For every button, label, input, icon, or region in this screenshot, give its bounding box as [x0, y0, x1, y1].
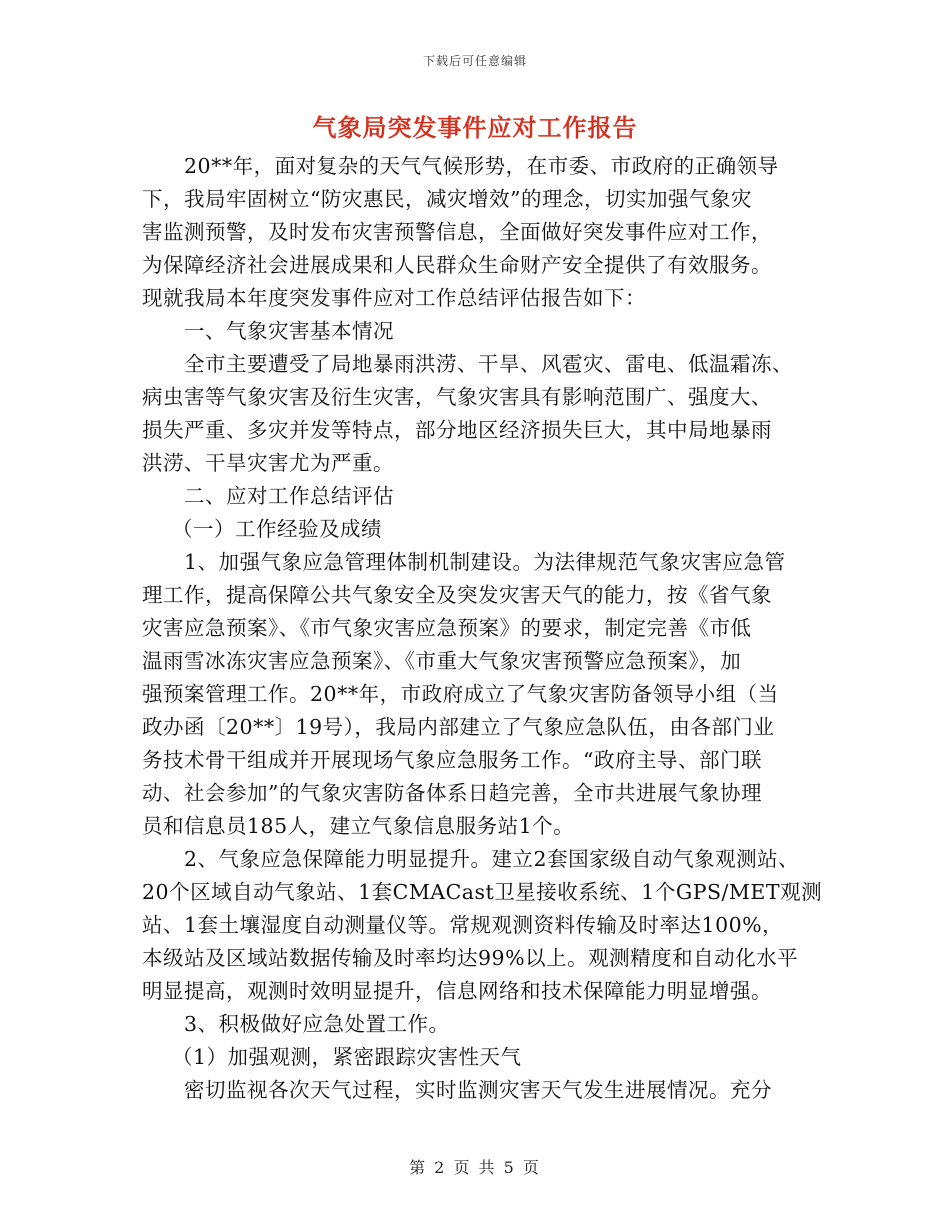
paragraph-line: 温雨雪冰冻灾害应急预案》、《市重大气象灾害预警应急预案》，加: [142, 649, 742, 673]
subsection-heading: （1）加强观测，紧密跟踪灾害性天气: [172, 1045, 522, 1069]
paragraph-line: 密切监视各次天气过程，实时监测灾害天气发生进展情况。充分: [184, 1078, 772, 1102]
document-body: [142, 150, 822, 1107]
page-number-footer: 第 2 页 共 5 页: [409, 1158, 541, 1177]
paragraph-line: 现就我局本年度突发事件应对工作总结评估报告如下：: [142, 286, 646, 310]
paragraph-line: 站、1套土壤湿度自动测量仪等。常规观测资料传输及时率达100%，: [142, 913, 784, 937]
paragraph-line: 害监测预警，及时发布灾害预警信息，全面做好突发事件应对工作，: [142, 220, 772, 244]
paragraph-line: 20**年，面对复杂的天气气候形势，在市委、市政府的正确领导: [184, 154, 779, 178]
paragraph-line: 全市主要遭受了局地暴雨洪涝、干旱、风雹灾、雷电、低温霜冻、: [184, 352, 793, 376]
paragraph-line: 本级站及区域站数据传输及时率均达99%以上。观测精度和自动化水平: [142, 946, 799, 970]
paragraph-line: 20个区域自动气象站、1套CMACast卫星接收系统、1个GPS/MET观测: [142, 880, 823, 904]
section-heading: 一、气象灾害基本情况: [184, 319, 394, 343]
paragraph-line: 灾害应急预案》、《市气象灾害应急预案》的要求，制定完善《市低: [142, 616, 752, 640]
paragraph-line: 下，我局牢固树立“防灾惠民，减灾增效”的理念，切实加强气象灾: [142, 187, 752, 211]
paragraph-line: 明显提高，观测时效明显提升，信息网络和技术保障能力明显增强。: [142, 979, 772, 1003]
paragraph-line: 1、加强气象应急管理体制机制建设。为法律规范气象灾害应急管: [184, 550, 786, 574]
paragraph-line: 政办函〔20**〕19号），我局内部建立了气象应急队伍，由各部门业: [142, 715, 775, 739]
paragraph-line: 洪涝、干旱灾害尤为严重。: [142, 451, 394, 475]
paragraph-line: 3、积极做好应急处置工作。: [184, 1012, 450, 1036]
header-note: 下载后可任意编辑: [422, 54, 527, 68]
paragraph-line: 务技术骨干组成并开展现场气象应急服务工作。“政府主导、部门联: [142, 748, 762, 772]
section-heading: 二、应对工作总结评估: [184, 484, 394, 508]
subsection-heading: （一）工作经验及成绩: [172, 517, 382, 541]
paragraph-line: 病虫害等气象灾害及衍生灾害，气象灾害具有影响范围广、强度大、: [142, 385, 772, 409]
paragraph-line: 为保障经济社会进展成果和人民群众生命财产安全提供了有效服务。: [142, 253, 772, 277]
document-title: 气象局突发事件应对工作报告: [312, 113, 638, 142]
paragraph-line: 2、气象应急保障能力明显提升。建立2套国家级自动气象观测站、: [184, 847, 800, 871]
paragraph-line: 动、社会参加”的气象灾害防备体系日趋完善，全市共进展气象协理: [142, 781, 762, 805]
paragraph-line: 强预案管理工作。20**年，市政府成立了气象灾害防备领导小组（当: [142, 682, 779, 706]
paragraph-line: 员和信息员185人，建立气象信息服务站1个。: [142, 814, 575, 838]
paragraph-line: 理工作，提高保障公共气象安全及突发灾害天气的能力，按《省气象: [142, 583, 772, 607]
paragraph-line: 损失严重、多灾并发等特点，部分地区经济损失巨大，其中局地暴雨: [142, 418, 772, 442]
